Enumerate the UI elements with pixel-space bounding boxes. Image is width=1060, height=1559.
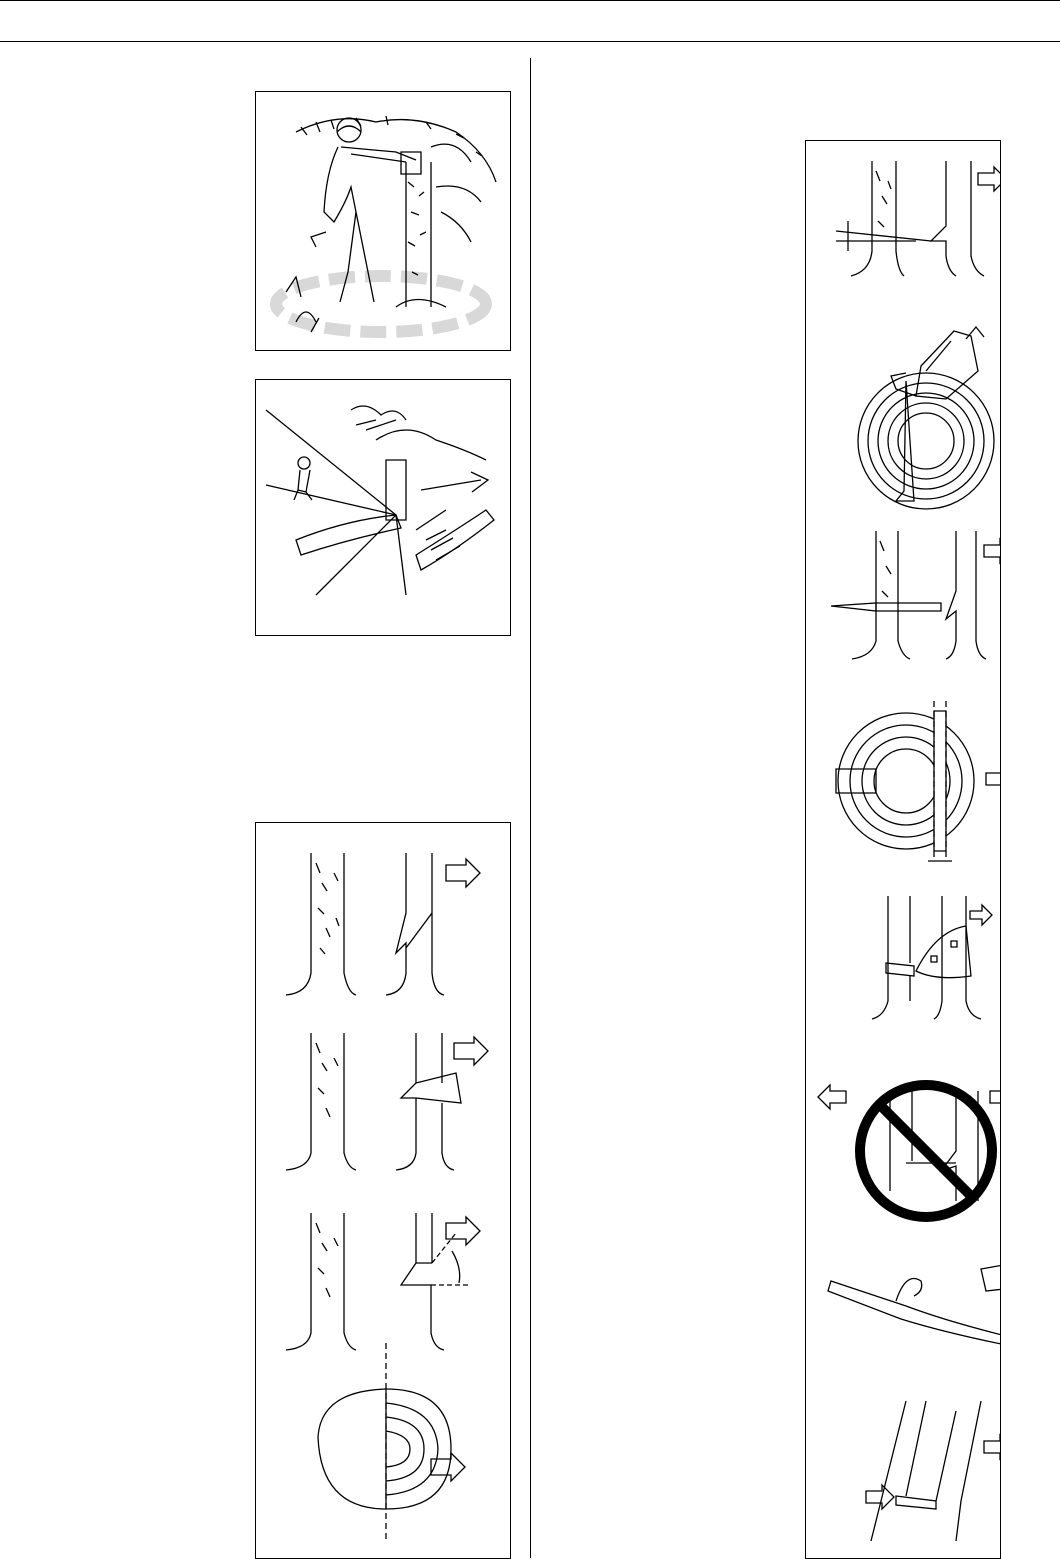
chainsaw-on-stump-illustration — [858, 327, 994, 509]
wedge-driving-diagram — [866, 1401, 1000, 1541]
header-rule — [0, 41, 1060, 42]
wedge-insert-diagram — [872, 896, 992, 1019]
figure-felling-zone — [255, 379, 511, 636]
operator-with-chainsaw-illustration — [256, 92, 510, 350]
notch-cut-sequence-diagram — [256, 823, 510, 1558]
figure-notch-sequence — [255, 822, 511, 1559]
hinge-top-view-diagram — [836, 701, 1000, 861]
felling-cut-bar-diagram — [831, 531, 1000, 659]
felling-zone-diagram — [256, 380, 510, 635]
top-border — [0, 0, 1060, 1]
column-divider — [530, 58, 531, 1558]
prohibited-sign-icon — [818, 1085, 1000, 1217]
breaking-bar-and-wedge-illustration — [828, 1261, 1000, 1346]
felling-cut-diagram — [836, 161, 1000, 276]
felling-cuts-column — [806, 141, 1000, 1558]
figure-operator-clearing — [255, 91, 511, 351]
figure-felling-cuts — [805, 140, 1001, 1559]
